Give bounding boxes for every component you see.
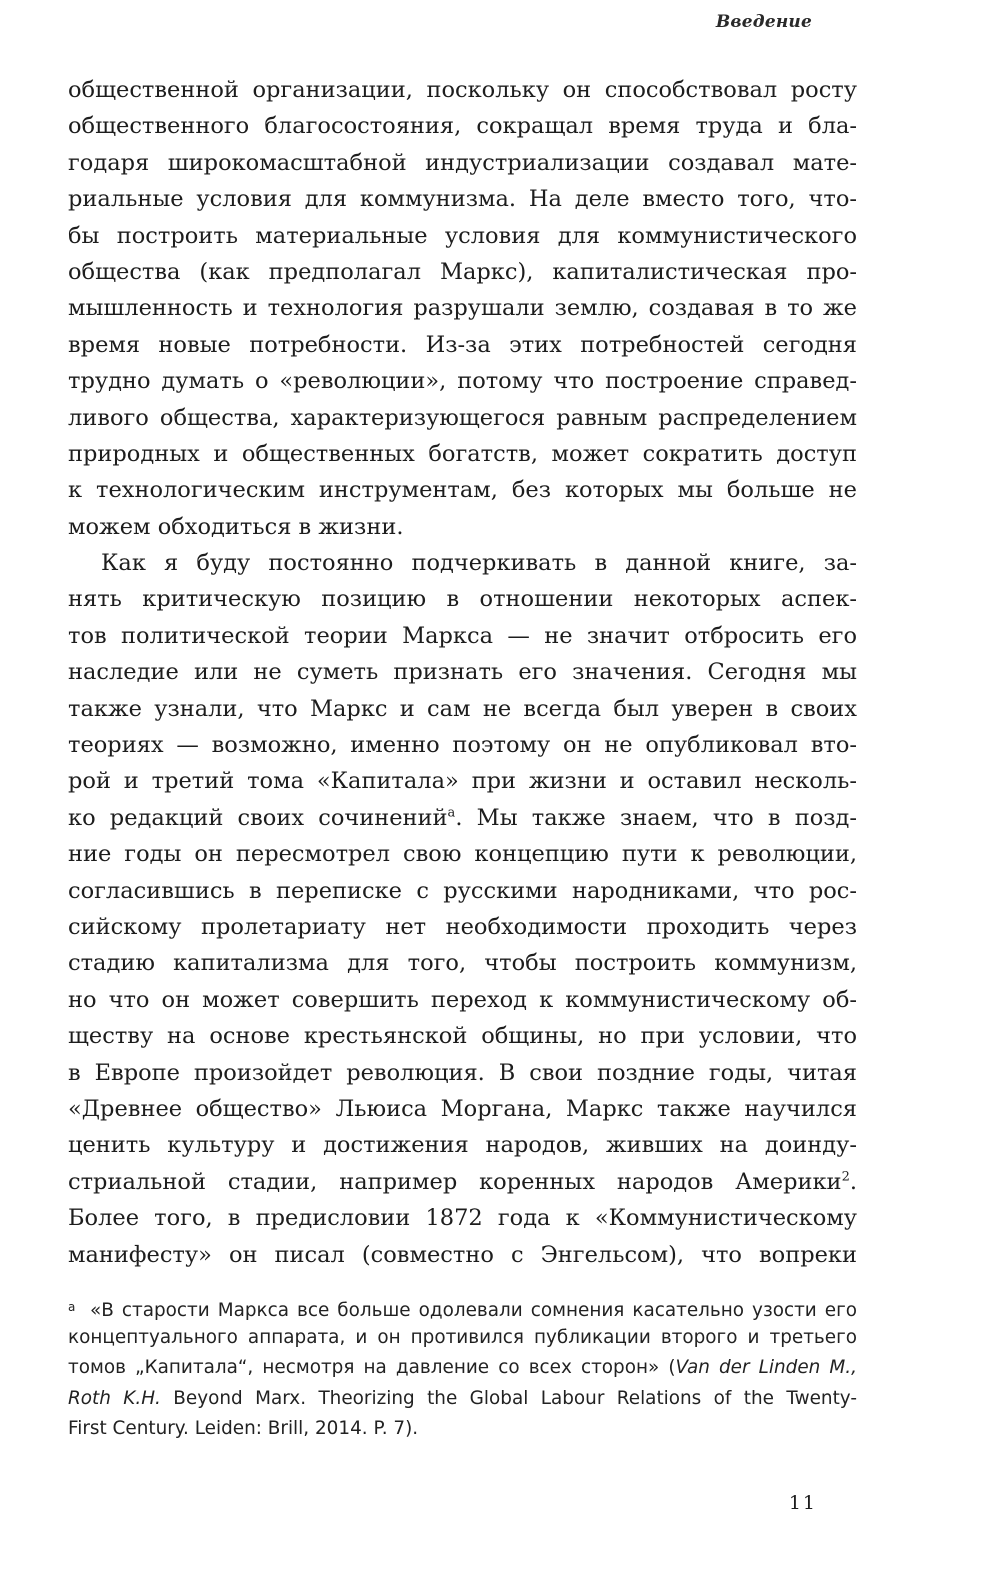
footnote-ref-a[interactable]: a — [447, 805, 456, 821]
text-line: согласившись в переписке с русскими народниками, что рос- — [68, 877, 857, 904]
text-line: в Европе произойдет революция. В свои поздние годы, читая — [68, 1059, 857, 1086]
footnote-author: Van der Linden M., — [675, 1357, 857, 1378]
text-line: рой и третий тома «Капитала» при жизни и оставил несколь- — [68, 768, 857, 795]
endnote-ref-2[interactable]: 2 — [841, 1169, 850, 1185]
text-line: нять критическую позицию в отношении некоторых аспек- — [68, 586, 857, 613]
text-line: манифесту» он писал (совместно с Энгельсом), что вопреки — [68, 1241, 857, 1268]
text-line: мышленность и технология разрушали землю, создавая в то же — [68, 295, 857, 322]
text-line: сийскому пролетариату нет необходимости проходить через — [68, 913, 857, 940]
main-text — [68, 72, 857, 1273]
footnote-text: томов „Капитала“, несмотря на давление со всех сторон» ( — [68, 1357, 676, 1378]
text-line: ценить культуру и достижения народов, живших на доинду- — [68, 1132, 857, 1159]
paragraph-1 — [68, 72, 857, 545]
text-line: ществу на основе крестьянской общины, но при условии, что — [68, 1023, 857, 1050]
text-line: риальные условия для коммунизма. На деле вместо того, что- — [68, 186, 857, 213]
text-fragment: . Мы также знаем, что в позд- — [455, 804, 857, 831]
text-line — [68, 800, 857, 836]
text-line: общественной организации, поскольку он способствовал росту — [68, 77, 857, 103]
text-line: теориях — возможно, именно поэтому он не опубликовал вто- — [68, 732, 857, 759]
text-line: можем обходиться в жизни. — [68, 513, 404, 540]
text-line: к технологическим инструментам, без которых мы больше не — [68, 477, 857, 504]
text-line: годаря широкомасштабной индустриализации создавал мате- — [68, 149, 857, 176]
text-line: Как я буду постоянно подчеркивать в данной книге, за- — [101, 550, 857, 577]
footnote-line — [68, 1292, 857, 1323]
text-line: природных и общественных богатств, может сократить доступ — [68, 440, 857, 467]
text-line: наследие или не суметь признать его значения. Сегодня мы — [68, 659, 857, 686]
text-line: но что он может совершить переход к коммунистическому об- — [68, 986, 857, 1013]
text-line: время новые потребности. Из-за этих потребностей сегодня — [68, 331, 857, 358]
footnote-line — [68, 1384, 857, 1415]
footnote-text: Beyond Marx. Theorizing the Global Labour Relations of the Twenty- — [160, 1387, 857, 1409]
paragraph-2 — [68, 545, 857, 1273]
text-line: бы построить материальные условия для коммунистического — [68, 222, 857, 249]
text-fragment: стриальной стадии, например коренных народов Америки — [68, 1168, 842, 1195]
text-line: Более того, в предисловии 1872 года к «Коммунистическому — [68, 1205, 857, 1232]
text-line: также узнали, что Маркс и сам не всегда был уверен в своих — [68, 695, 857, 722]
page-number: 11 — [788, 1492, 817, 1514]
text-line: стадию капитализма для того, чтобы построить коммунизм, — [68, 950, 857, 977]
text-line: ние годы он пересмотрел свою концепцию пути к революции, — [68, 841, 857, 868]
text-line: трудно думать о «революции», потому что построение справед- — [68, 368, 857, 395]
footnote-a — [68, 1292, 857, 1445]
text-fragment: ко редакций своих сочинений — [68, 804, 448, 831]
text-line: «Древнее общество» Льюиса Моргана, Маркс также научился — [68, 1095, 857, 1122]
text-line: ливого общества, характеризующегося равным распределением — [68, 404, 857, 431]
text-fragment: . — [849, 1168, 857, 1195]
footnote-author: Roth K.H. — [68, 1387, 161, 1409]
footnote-text: «В старости Маркса все больше одолевали сомнения касательно узости его — [90, 1300, 857, 1321]
footnote-line: концептуального аппарата, и он противился публикации второго и третьего — [68, 1326, 857, 1348]
text-line: общественного благосостояния, сокращал время труда и бла- — [68, 113, 857, 140]
text-line: общества (как предполагал Маркс), капиталистическая про- — [68, 258, 857, 285]
footnote-marker: a — [68, 1300, 76, 1314]
text-line — [68, 1164, 857, 1200]
footnote-line — [68, 1353, 857, 1384]
running-head: Введение — [715, 12, 812, 32]
footnote-line: First Century. Leiden: Brill, 2014. P. 7). — [68, 1418, 419, 1439]
text-line: тов политической теории Маркса — не значит отбросить его — [68, 622, 857, 649]
